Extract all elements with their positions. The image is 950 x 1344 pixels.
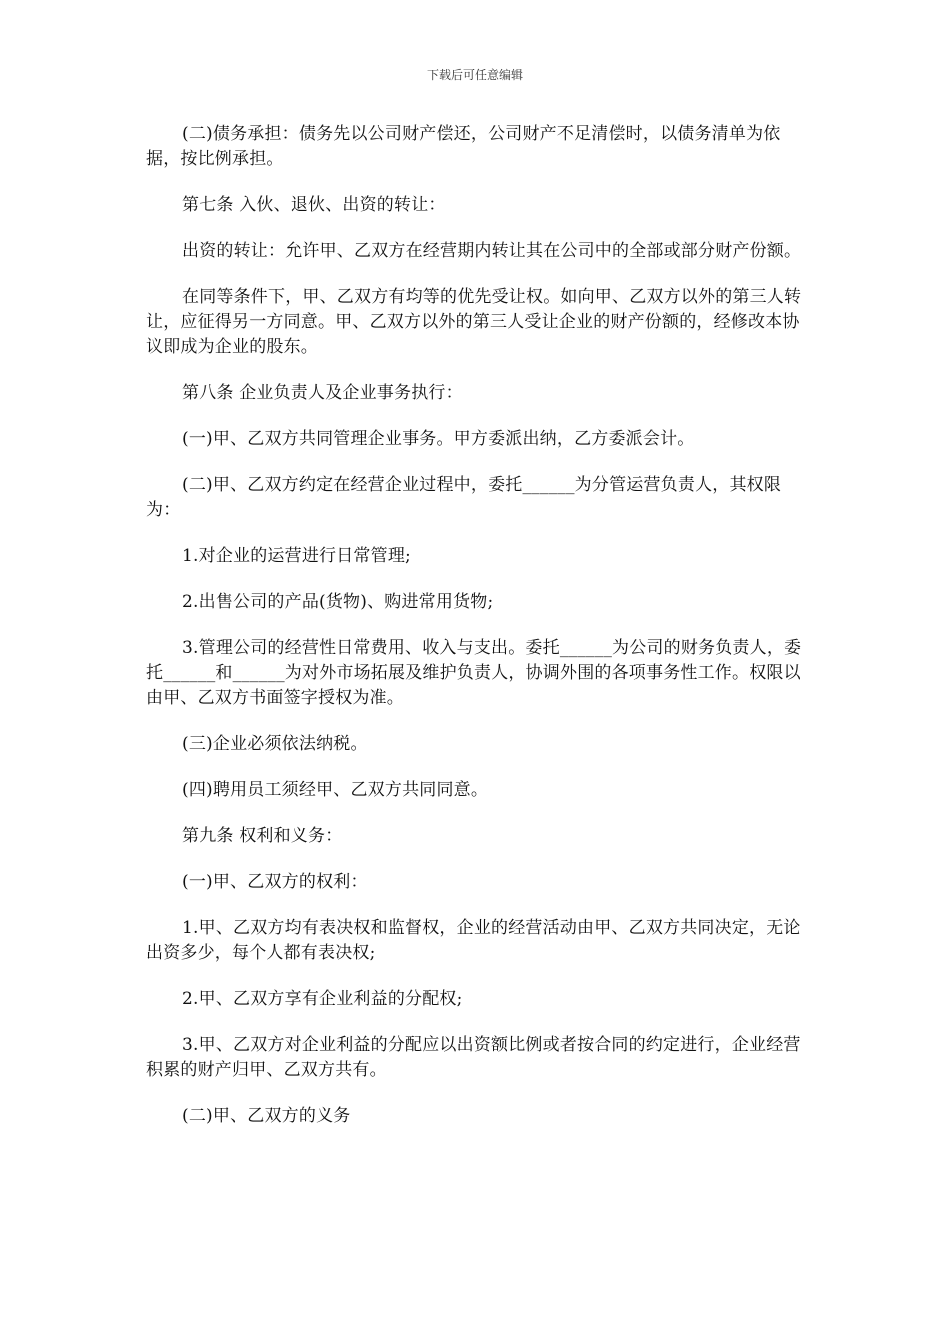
list-item-voting-right: 1.甲、乙双方均有表决权和监督权，企业的经营活动由甲、乙双方共同决定，无论出资多少，每个人都有表决权; [146,918,801,963]
article-8-heading: 第八条 企业负责人及企业事务执行： [182,383,463,403]
paragraph-capital-transfer: 出资的转让：允许甲、乙双方在经营期内转让其在公司中的全部或部分财产份额。 [182,241,802,261]
paragraph-joint-management: (一)甲、乙双方共同管理企业事务。甲方委派出纳，乙方委派会计。 [182,429,695,449]
paragraph-tax: (三)企业必须依法纳税。 [182,734,368,754]
article-9-heading: 第九条 权利和义务： [182,826,343,846]
list-item-expense-management: 3.管理公司的经营性日常费用、收入与支出。委托______为公司的财务负责人，委托______和______为对外市场拓展及维护负责人，协调外围的各项事务性工作。权限以由甲、乙双方书面签字授权为准。 [146,638,802,708]
document-body [146,122,802,1150]
paragraph-preemptive-right: 在同等条件下，甲、乙双方有均等的优先受让权。如向甲、乙双方以外的第三人转让，应征得另一方同意。甲、乙双方以外的第三人受让企业的财产份额的，经修改本协议即成为企业的股东。 [146,287,802,357]
list-item-distribution-right: 2.甲、乙双方享有企业利益的分配权; [182,989,463,1009]
list-item-daily-management: 1.对企业的运营进行日常管理; [182,546,411,566]
paragraph-debt-bearing: (二)债务承担：债务先以公司财产偿还，公司财产不足清偿时，以债务清单为依据，按比例承担。 [146,124,781,169]
paragraph-hiring: (四)聘用员工须经甲、乙双方共同同意。 [182,780,489,800]
list-item-profit-allocation: 3.甲、乙双方对企业利益的分配应以出资额比例或者按合同的约定进行，企业经营积累的财产归甲、乙双方共有。 [146,1035,801,1080]
paragraph-operations-head: (二)甲、乙双方约定在经营企业过程中，委托______为分管运营负责人，其权限为： [146,475,782,520]
paragraph-obligations-heading: (二)甲、乙双方的义务 [182,1106,351,1126]
page-header: 下载后可任意编辑 [426,68,523,82]
list-item-sales-purchase: 2.出售公司的产品(货物)、购进常用货物; [182,592,494,612]
paragraph-rights-heading: (一)甲、乙双方的权利： [182,872,368,892]
article-7-heading: 第七条 入伙、退伙、出资的转让： [182,195,446,215]
